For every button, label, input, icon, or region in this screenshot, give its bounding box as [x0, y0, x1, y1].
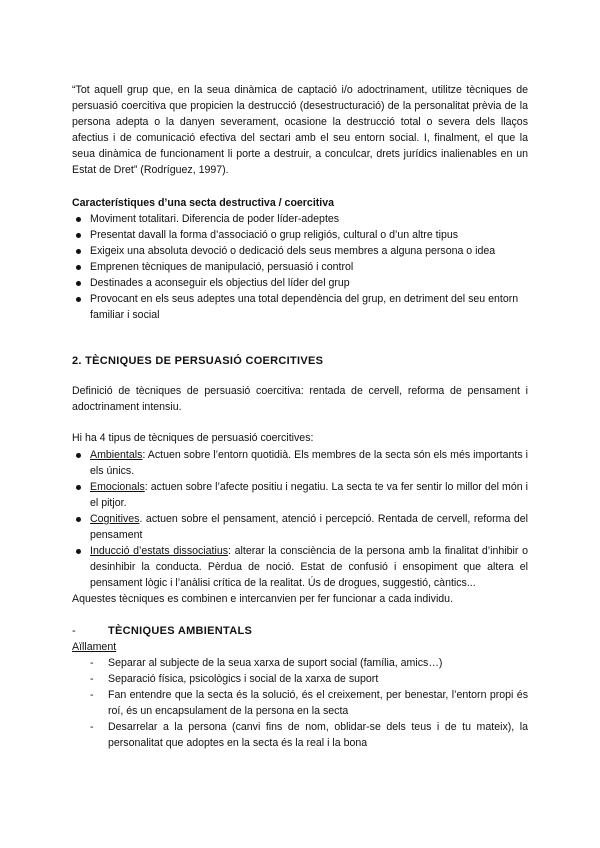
bullet-icon: [76, 217, 81, 222]
list-item: Emocionals: actuen sobre l’afecte positiu i negatiu. La secta te va fer sentir lo millor del món i el pitjor.: [72, 479, 528, 511]
bullet-icon: [76, 453, 81, 458]
characteristics-heading: Característiques d’una secta destructiva / coercitiva: [72, 197, 335, 209]
list-item: - Fan entendre que la secta és la solució, és el creixement, per benestar, l’entorn propi és roí, és un encapsulament de la persona en la secta: [90, 689, 528, 717]
bullet-icon: [76, 249, 81, 254]
list-item: Provocant en els seus adeptes una total dependència del grup, en detriment del seu entorn familiar i social: [72, 291, 528, 323]
list-item: Exigeix una absoluta devoció o dedicació dels seus membres a alguna persona o idea: [72, 243, 528, 259]
quote-paragraph: “Tot aquell grup que, en la seua dinàmica de captació i/o adoctrinament, utilitze tècniques de persuasió coercitiva que propicien la destrucció (desestructuració) de la personalitat prèvia de la persona adepta o la danyen severament, ocasione la destrucció total o severa dels llaços afectius i de comunicació efectiva del sectari amb el seu entorn social. I, finalment, el que la seua dinàmica de funcionament li porte a destruir, a conculcar, drets jurídics inalienables en un Estat de Dret” (Rodríguez, 1997).: [72, 84, 528, 176]
list-item: - Separar al subjecte de la seua xarxa de suport social (família, amics…): [90, 657, 443, 669]
bullet-icon: [76, 281, 81, 286]
bullet-icon: [76, 265, 81, 270]
dash-marker: -: [90, 657, 94, 669]
combine-paragraph: Aquestes tècniques es combinen e intercanvien per fer funcionar a cada individu.: [72, 593, 454, 605]
list-item: Presentat davall la forma d’associació o grup religiós, cultural o d’un altre tipus: [72, 227, 528, 243]
bullet-icon: [76, 549, 81, 554]
isolation-label: Aïllament: [72, 641, 117, 653]
characteristics-list: [72, 211, 528, 323]
list-item: Destinades a aconseguir els objectius del líder del grup: [72, 275, 528, 291]
list-item: Moviment totalitari. Diferencia de poder líder-adeptes: [72, 211, 528, 227]
definition-paragraph: Definició de tècniques de persuasió coercitiva: rentada de cervell, reforma de pensament i adoctrinament intensiu.: [72, 385, 528, 413]
bullet-icon: [76, 517, 81, 522]
dash-marker: -: [90, 673, 94, 685]
bullet-icon: [76, 485, 81, 490]
bullet-icon: [76, 233, 81, 238]
section-title: 2. TÈCNIQUES DE PERSUASIÓ COERCITIVES: [72, 355, 324, 367]
ambient-title: TÈCNIQUES AMBIENTALS: [108, 625, 253, 637]
list-item: - Separació física, psicològics i social de la xarxa de suport: [90, 673, 379, 685]
dash-marker: -: [72, 625, 76, 637]
bullet-icon: [76, 297, 81, 302]
dash-marker: -: [90, 721, 94, 733]
types-list: [72, 447, 528, 591]
ambient-heading: [72, 623, 528, 639]
isolation-list: [72, 655, 528, 751]
list-item: Ambientals: Actuen sobre l’entorn quotidià. Els membres de la secta són els més importants i els únics.: [72, 447, 528, 479]
list-item: Inducció d’estats dissociatius: alterar la consciència de la persona amb la finalitat d’inhibir o desinhibir la conducta. Pèrdua de noció. Estat de confusió i ensopiment que altera el pensament lògic i l’anàlisi crítica de la realitat. Ús de drogues, suggestió, càntics...: [72, 543, 528, 591]
list-item: - Desarrelar a la persona (canvi fins de nom, oblidar-se dels teus i de tu mateix), la personalitat que adoptes en la secta és la real i la bona: [90, 721, 528, 749]
dash-marker: -: [90, 689, 94, 701]
list-item: Cognitives. actuen sobre el pensament, atenció i percepció. Rentada de cervell, reforma del pensament: [72, 511, 528, 543]
types-intro: Hi ha 4 tipus de tècniques de persuasió coercitives:: [72, 432, 314, 444]
document-page: [72, 82, 528, 751]
list-item: Emprenen tècniques de manipulació, persuasió i control: [72, 259, 528, 275]
